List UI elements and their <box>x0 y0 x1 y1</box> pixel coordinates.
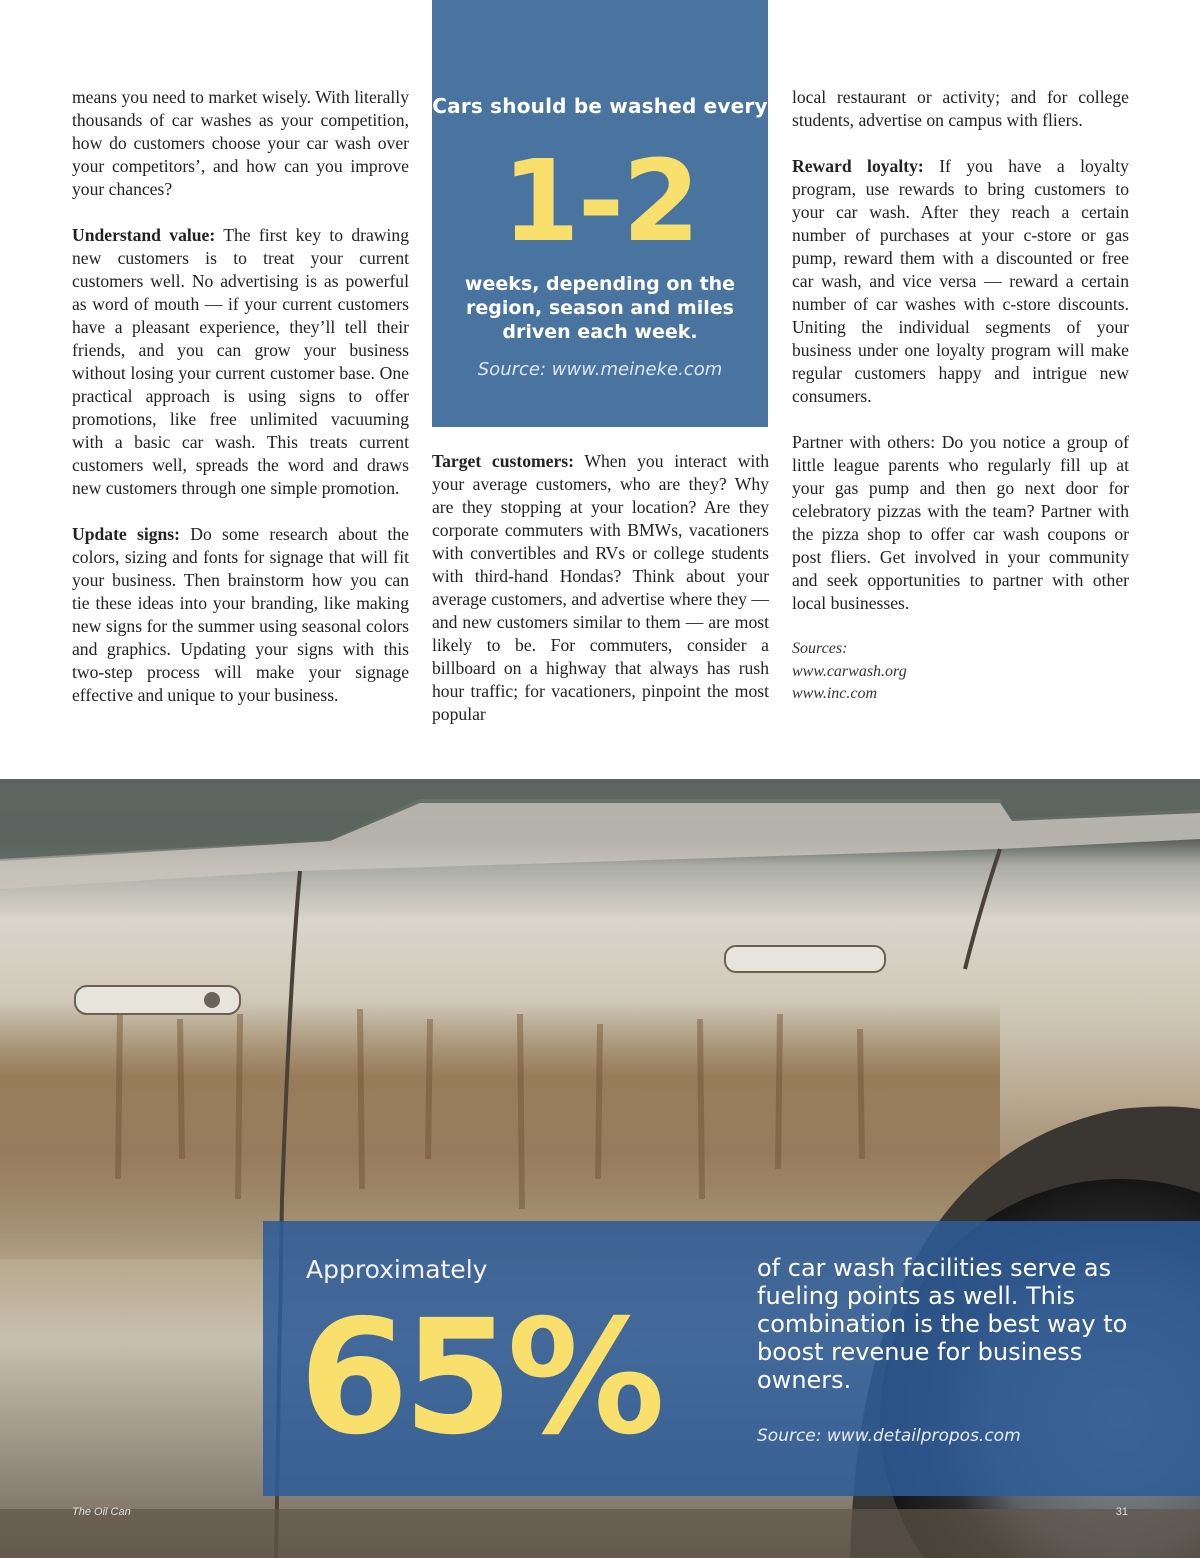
callout-lead-text: Cars should be washed every <box>432 94 768 118</box>
article-column-right <box>792 86 1129 706</box>
callout-figure: 1-2 <box>501 137 699 267</box>
door-seam <box>965 849 1000 969</box>
page-number: 31 <box>1115 1506 1128 1518</box>
fueling-points-callout <box>263 1221 1200 1496</box>
source-link: www.carwash.org <box>792 662 907 680</box>
callout-source: Source: www.detailpropos.com <box>757 1426 1021 1446</box>
paragraph-understand-value <box>72 224 409 500</box>
wash-frequency-callout <box>432 0 768 427</box>
paragraph-target-customers <box>432 450 769 726</box>
ground <box>0 1509 1200 1558</box>
subheading-update-signs: Update signs: <box>72 524 180 544</box>
subheading-reward-loyalty: Reward loyalty: <box>792 156 924 176</box>
paragraph-reward-loyalty <box>792 155 1129 408</box>
mud-streaks <box>0 999 1000 1259</box>
paragraph-continuation: local restaurant or activity; and for college students, advertise on campus with fliers. <box>792 87 1129 130</box>
paragraph-update-signs <box>72 523 409 707</box>
subheading-understand-value: Understand value: <box>72 225 216 245</box>
publication-name: The Oil Can <box>72 1506 131 1518</box>
lock-icon <box>204 992 220 1008</box>
article-column-left <box>72 86 409 730</box>
sources-label: Sources: <box>792 640 848 657</box>
callout-lead-text: Approximately <box>306 1255 488 1284</box>
paragraph-partner: Partner with others: Do you notice a group of little league parents who regularly fill up at your gas pump and then go next door for celebratory pizzas with the team? Partner with the pizza shop to offer car wash coupons or post fliers. Get involved in your community and seek opportunities to partner with other local businesses. <box>792 432 1129 613</box>
paragraph-body: The first key to drawing new customers is to treat your current customers well. No advertising is as powerful as word of mouth — if your current customers have a pleasant experience, they’ll tell their friends, and you can grow your business without losing your current customer base. One practical approach is using signs to offer promotions, like free unlimited vacuuming with a basic car wash. This treats current customers well, spreads the word and draws new customers through one simple promotion. <box>72 225 409 498</box>
paragraph-intro: means you need to market wisely. With literally thousands of car washes as your competition, how do customers choose your car wash over your competitors’, and how can you improve your chances? <box>72 87 409 199</box>
subheading-target-customers: Target customers: <box>432 451 574 471</box>
article-column-middle <box>432 450 769 749</box>
callout-body-text: of car wash facilities serve as fueling points as well. This combination is the best way to boost revenue for business owners. <box>757 1254 1128 1394</box>
source-link: www.inc.com <box>792 685 878 702</box>
paragraph-body: When you interact with your average customers, who are they? Why are they stopping at your location? Are they corporate commuters with BMWs, vacationers with convertibles and RVs or college students with third-hand Hondas? Think about your average customers, and advertise where they — and new customers similar to them — are most likely to be. For commuters, consider a billboard on a highway that always has rush hour traffic; for vacationers, pinpoint the most popular <box>432 451 770 724</box>
sources-list <box>792 638 1129 706</box>
paragraph-body: Do some research about the colors, sizing and fonts for signage that will fit your business. Then brainstorm how you can tie these ideas into your branding, like making new signs for the summer using seasonal colors and graphics. Updating your signs with this two-step process will make your signage effective and unique to your business. <box>72 524 409 705</box>
callout-figure: 65% <box>299 1286 660 1470</box>
paragraph-body: If you have a loyalty program, use rewards to bring customers to your car wash. After they reach a certain number of purchases at your c-store or gas pump, reward them with a discounted or free car wash, and vice versa — reward a certain number of car washes with c-store discounts. Uniting the individual segments of your business under one loyalty program will make regular customers happy and intrigue new consumers. <box>792 156 1129 406</box>
door-handle <box>725 946 885 972</box>
callout-source: Source: www.meineke.com <box>477 359 723 380</box>
callout-tail-text: weeks, depending on the region, season and miles driven each week. <box>464 273 736 343</box>
